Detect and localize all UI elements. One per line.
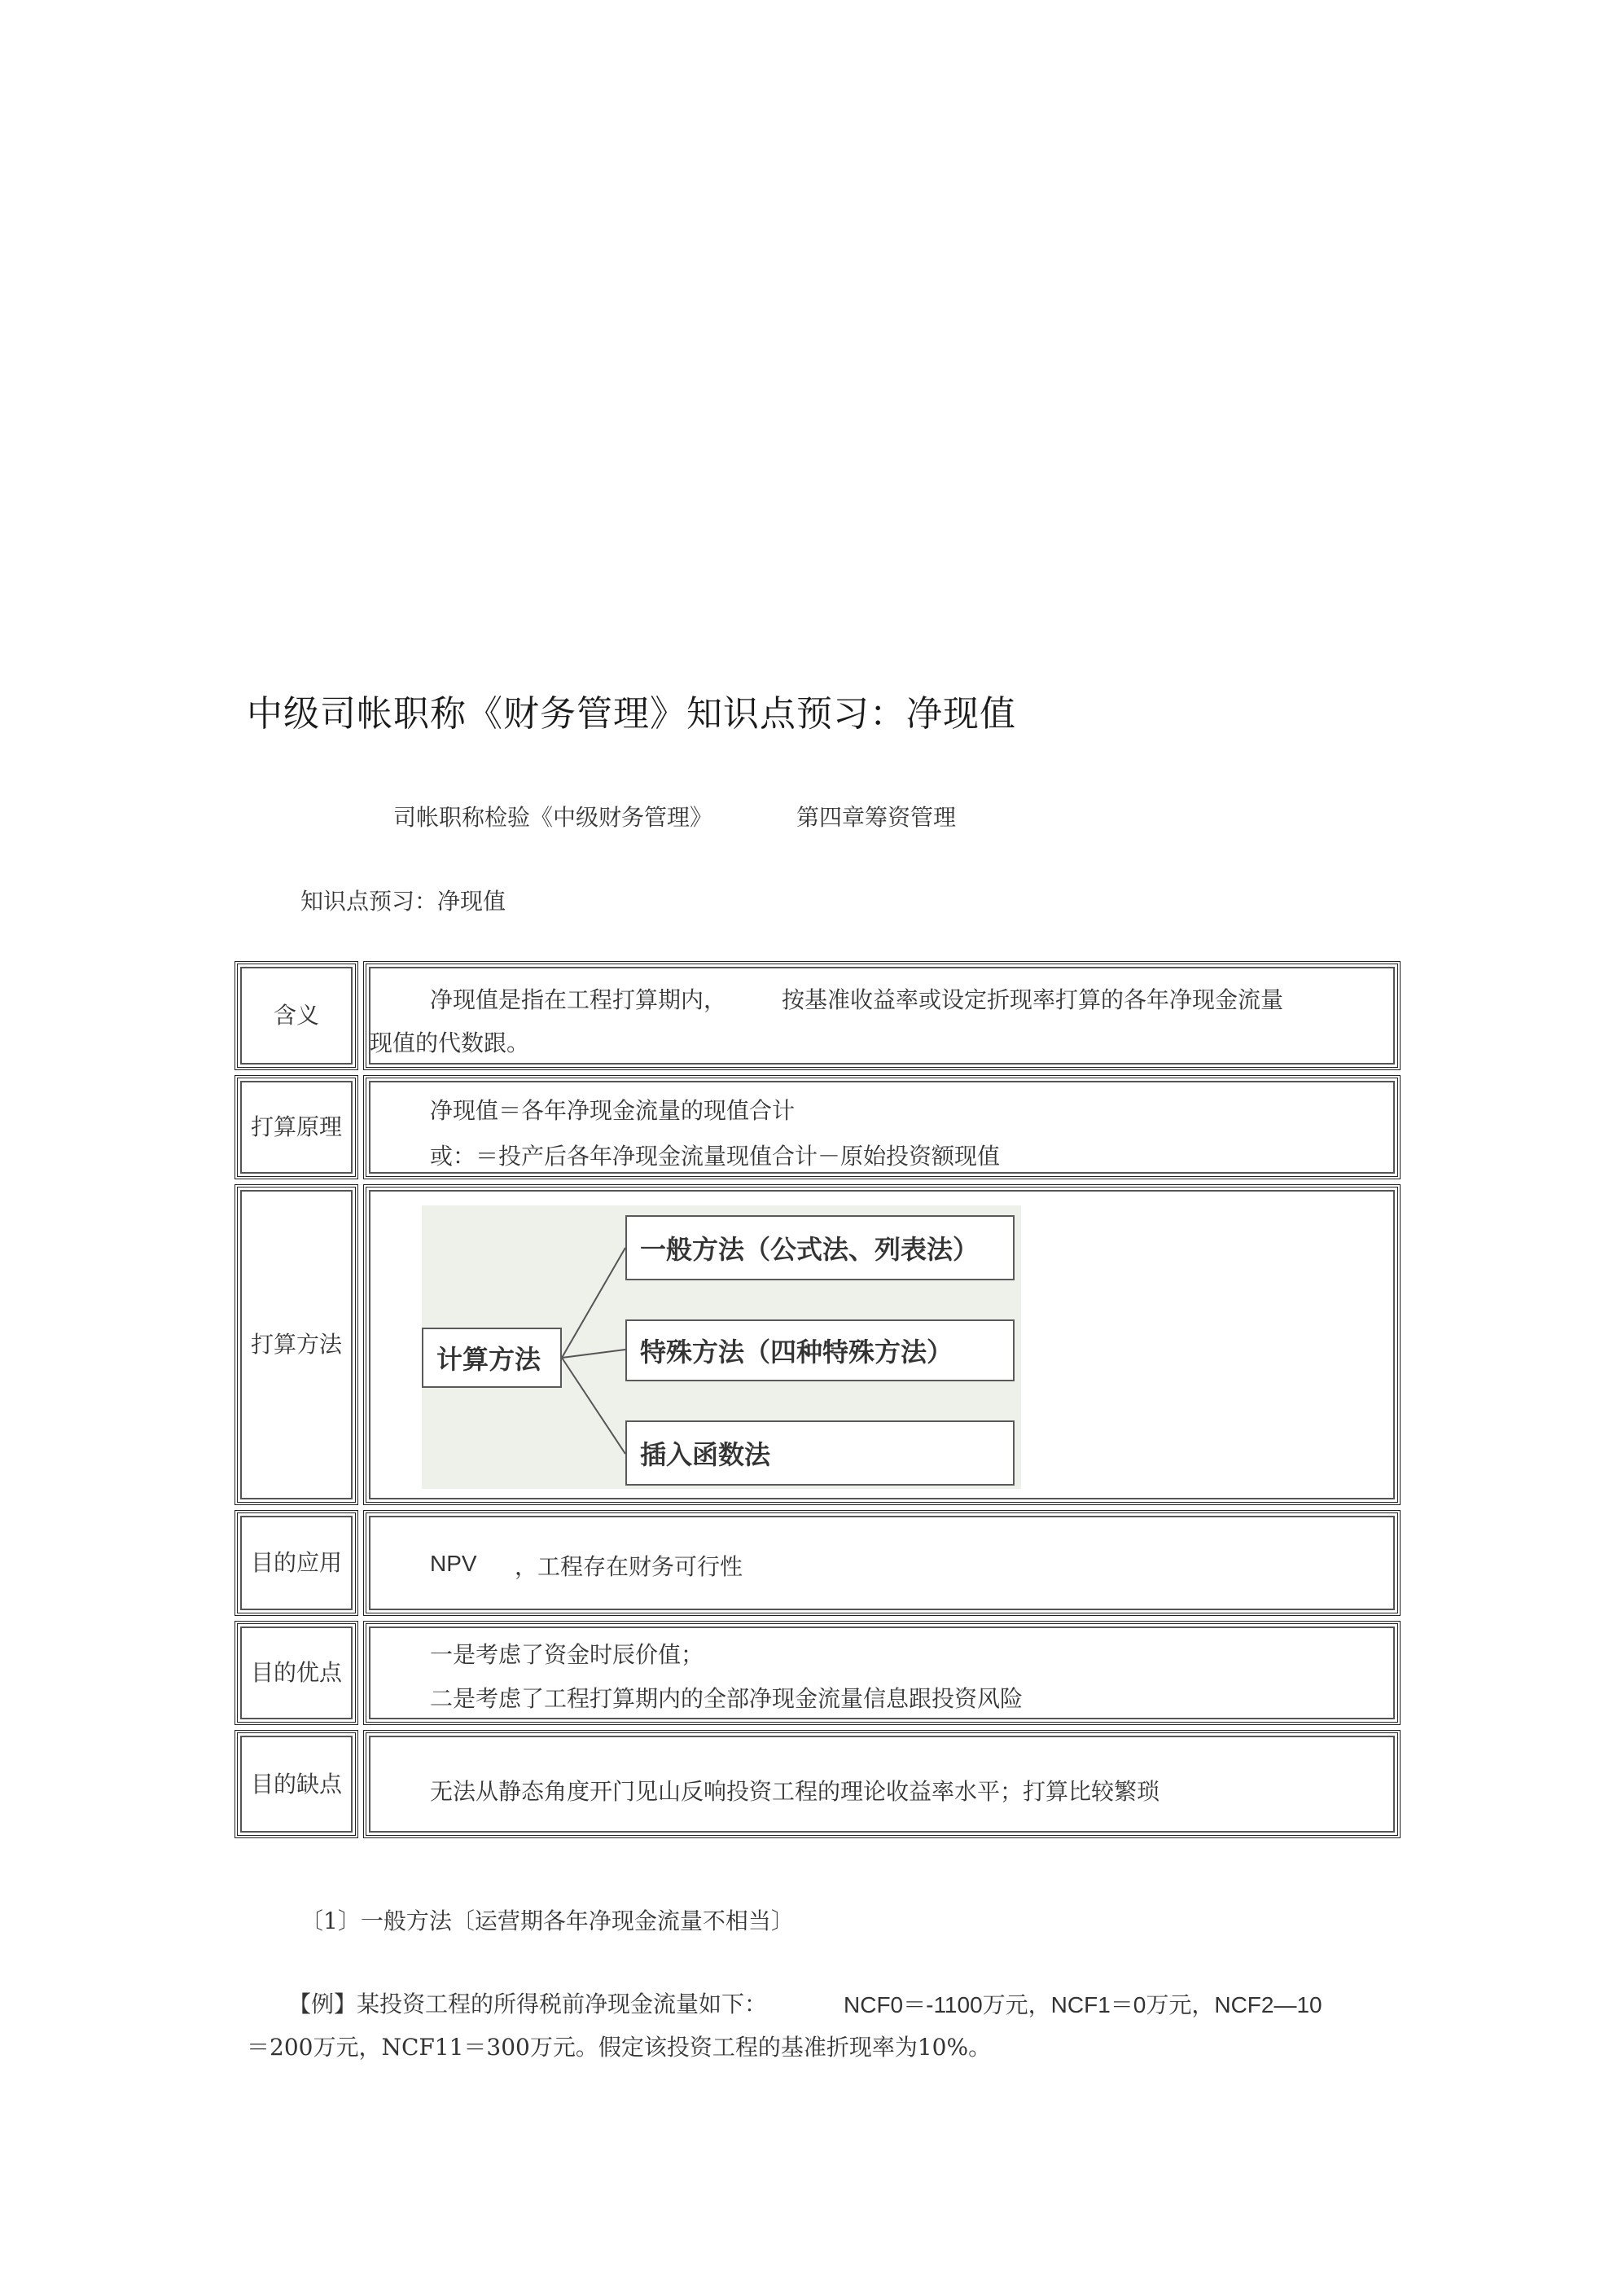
table-row-principle: [235, 1075, 1401, 1179]
table-row-disadvantages: [235, 1730, 1401, 1838]
example-label: 【例】: [288, 1991, 357, 2017]
row-head: 目的缺点: [235, 1730, 358, 1838]
body-line: 按基准收益率或设定折现率打算的各年净现金流量: [782, 986, 1284, 1013]
example-values: NCF0＝-1100万元，NCF1＝0万元，NCF2—10: [844, 1992, 1322, 2017]
row-body: [363, 1075, 1401, 1179]
method-diagram: [422, 1205, 1021, 1489]
table-row-application: [235, 1510, 1401, 1616]
row-body: [363, 1510, 1401, 1616]
body-line: 现值的代数跟。: [370, 1029, 530, 1056]
section-label: 知识点预习：净现值: [300, 888, 506, 915]
page-title: 中级司帐职称《财务管理》知识点预习：净现值: [247, 693, 1016, 735]
subtitle-book: 司帐职称检验《中级财务管理》: [393, 804, 713, 831]
example-text: 某投资工程的所得税前净现金流量如下：: [357, 1991, 768, 2017]
diagram-branch: 插入函数法: [625, 1420, 1015, 1486]
row-body: [363, 1730, 1401, 1838]
body-line: 一是考虑了资金时辰价值；: [430, 1641, 704, 1668]
body-line: 无法从静态角度开门见山反响投资工程的理论收益率水平；打算比较繁琐: [430, 1778, 1160, 1805]
table-row-method: [235, 1184, 1401, 1505]
body-line: 净现值是指在工程打算期内，: [430, 986, 727, 1013]
diagram-branch: 特殊方法（四种特殊方法）: [625, 1319, 1015, 1381]
subtitle: [393, 800, 957, 832]
body-line: ，工程存在财务可行性: [515, 1553, 743, 1580]
example-line-2: ＝200万元，NCF11＝300万元。假定该投资工程的基准折现率为10%。: [247, 2034, 992, 2061]
row-body: [363, 1184, 1401, 1505]
row-head: 目的优点: [235, 1621, 358, 1725]
row-head: 目的应用: [235, 1510, 358, 1616]
row-head: 打算方法: [235, 1184, 358, 1505]
method-heading: 〔1〕一般方法〔运营期各年净现金流量不相当〕: [300, 1907, 794, 1934]
row-head: 含义: [235, 961, 358, 1070]
example-line-1: [288, 1987, 767, 2019]
diagram-branch: 一般方法（公式法、列表法）: [625, 1215, 1015, 1280]
body-line: 二是考虑了工程打算期内的全部净现金流量信息跟投资风险: [430, 1685, 1024, 1712]
row-body: [363, 961, 1401, 1070]
diagram-root: 计算方法: [422, 1328, 562, 1388]
row-body: [363, 1621, 1401, 1725]
body-line: 或：＝投产后各年净现金流量现值合计－原始投资额现值: [430, 1143, 1001, 1170]
npv-label: NPV: [430, 1551, 477, 1576]
knowledge-table: [235, 961, 1401, 1855]
subtitle-chapter: 第四章筹资管理: [796, 804, 957, 831]
table-row-meaning: [235, 961, 1401, 1070]
row-head: 打算原理: [235, 1075, 358, 1179]
table-row-advantages: [235, 1621, 1401, 1725]
body-line: 净现值＝各年净现金流量的现值合计: [430, 1097, 796, 1124]
